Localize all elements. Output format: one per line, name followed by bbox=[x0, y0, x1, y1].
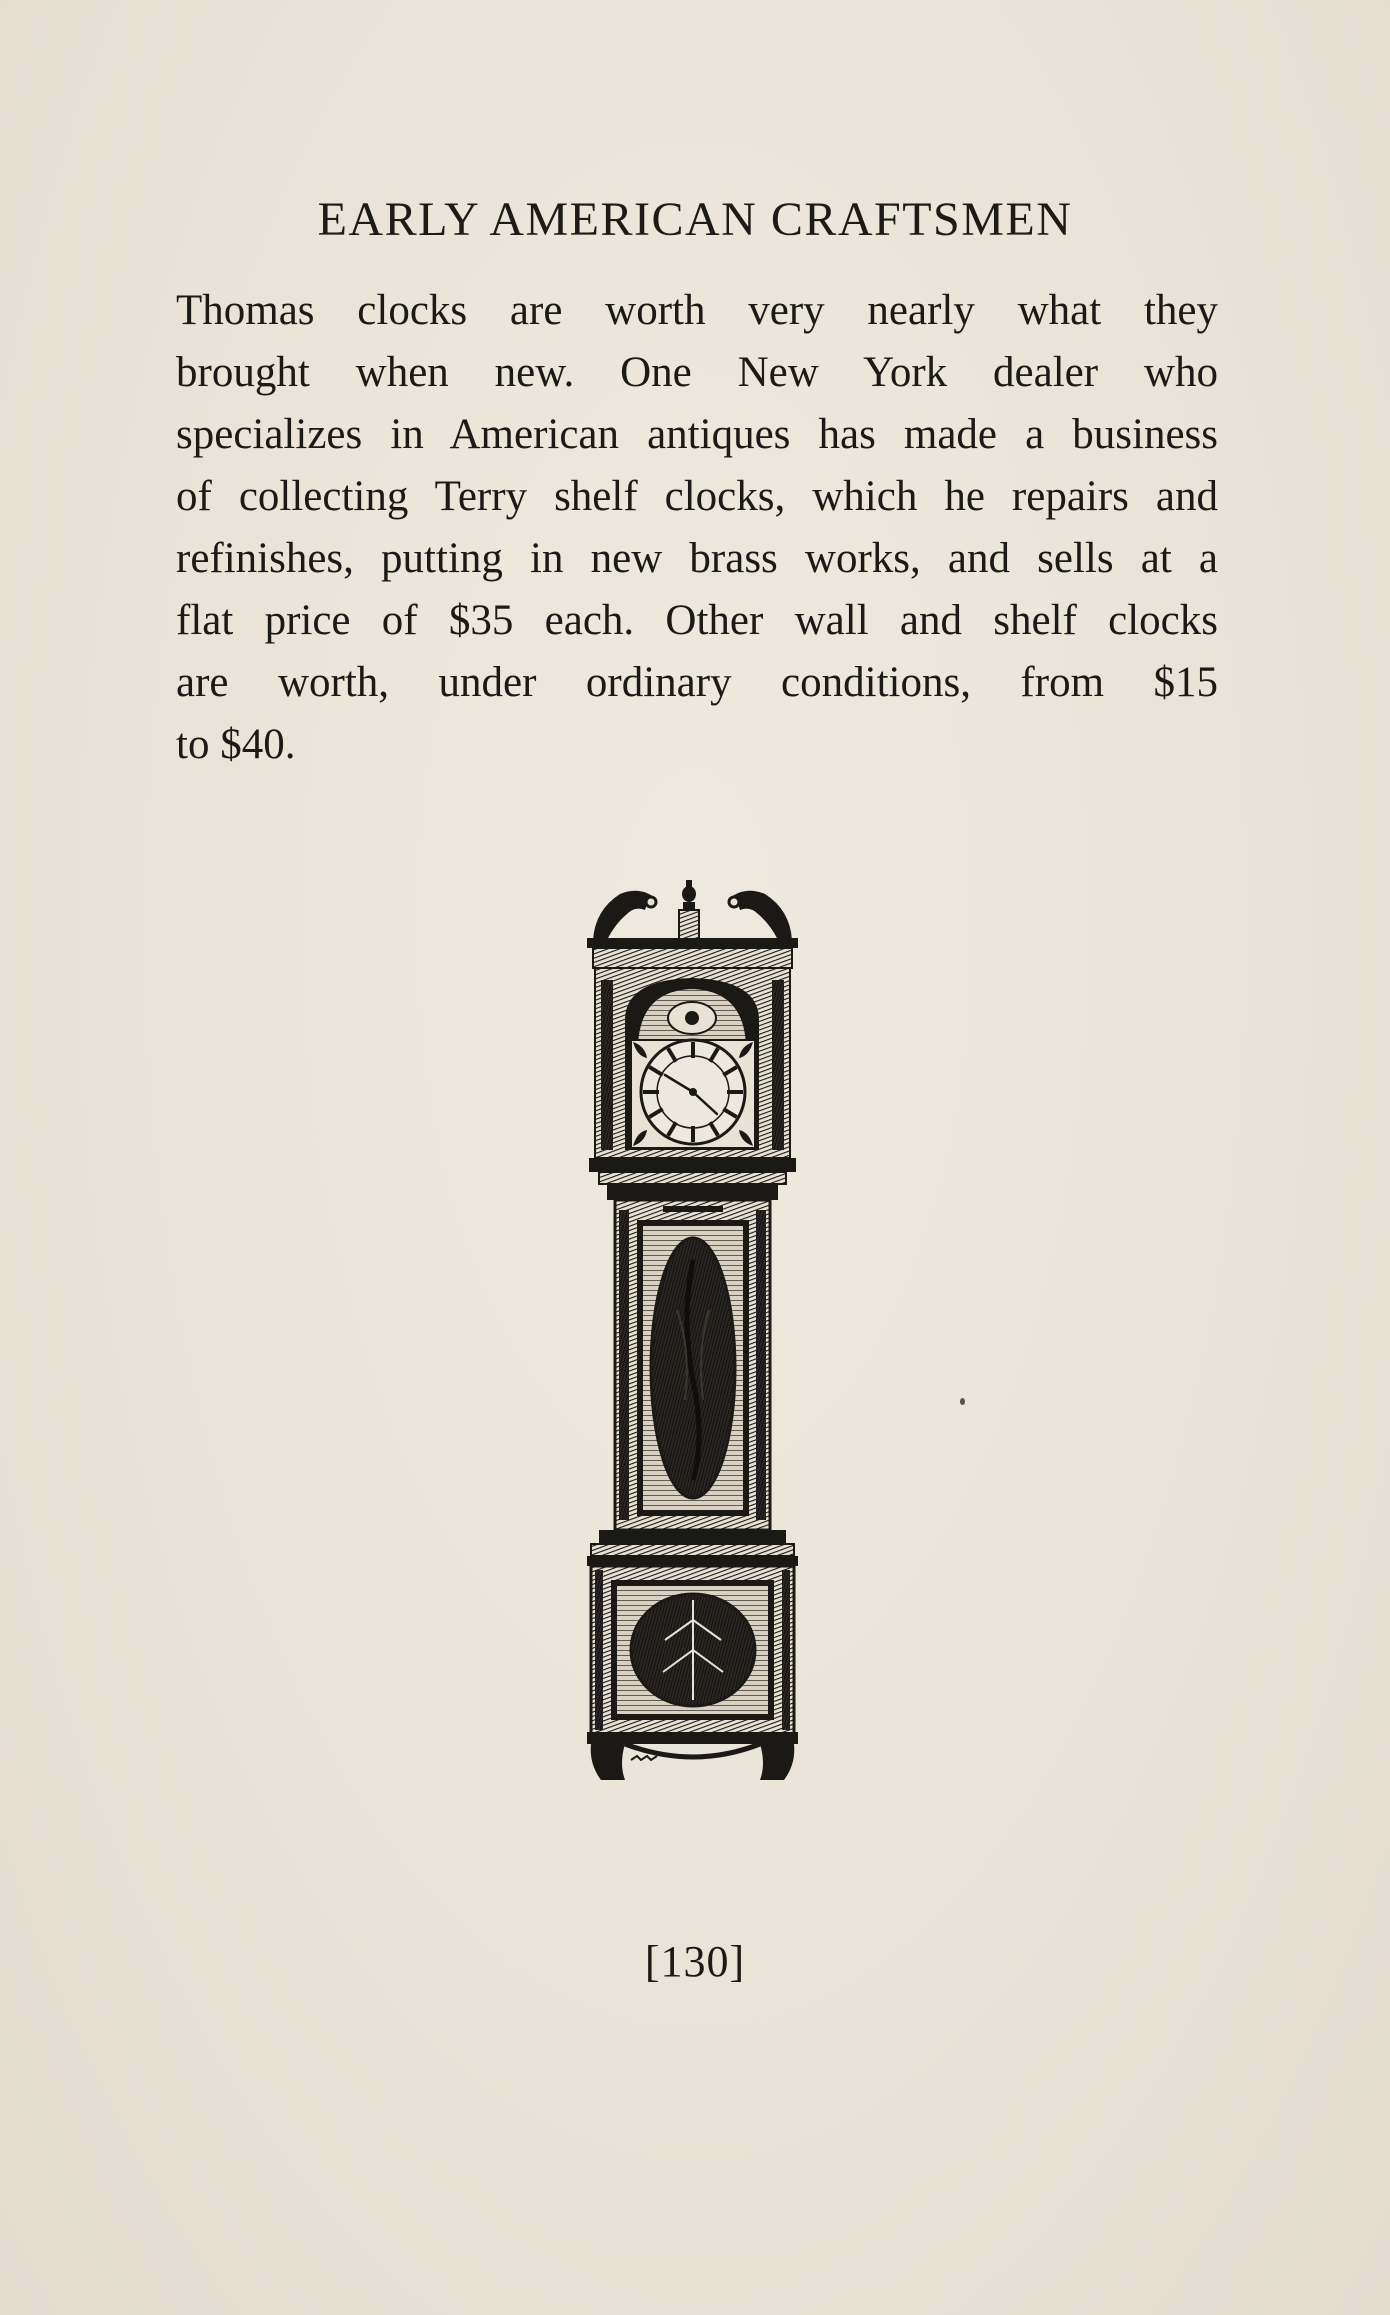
paragraph-line: of collecting Terry shelf clocks, which he repairs and bbox=[176, 473, 1218, 520]
paragraph-line: are worth, under ordinary conditions, from $15 bbox=[176, 659, 1218, 706]
page-number: [130] bbox=[644, 1937, 746, 1986]
paragraph-line: specializes in American antiques has made a business bbox=[176, 411, 1218, 458]
paragraph-line: brought when new. One New York dealer who bbox=[176, 349, 1218, 396]
paragraph-line: flat price of $35 each. Other wall and shelf clocks bbox=[176, 597, 1218, 644]
paragraph bbox=[176, 280, 1218, 776]
clock-dial bbox=[631, 1040, 755, 1148]
clock-trunk bbox=[615, 1200, 770, 1530]
clock-feet bbox=[591, 1744, 795, 1780]
clock-finial bbox=[682, 880, 696, 910]
running-head: EARLY AMERICAN CRAFTSMEN bbox=[317, 193, 1073, 246]
clock-base bbox=[587, 1566, 798, 1744]
grandfather-clock-illustration bbox=[585, 880, 800, 1785]
paper-speck bbox=[960, 1398, 965, 1405]
paragraph-line: to $40. bbox=[176, 721, 296, 768]
paragraph-line: refinishes, putting in new brass works, and sells at a bbox=[176, 535, 1218, 582]
paragraph-line: Thomas clocks are worth very nearly what they bbox=[176, 287, 1218, 334]
clock-base-moulding bbox=[587, 1530, 798, 1566]
clock-hood-moulding bbox=[589, 1158, 796, 1200]
